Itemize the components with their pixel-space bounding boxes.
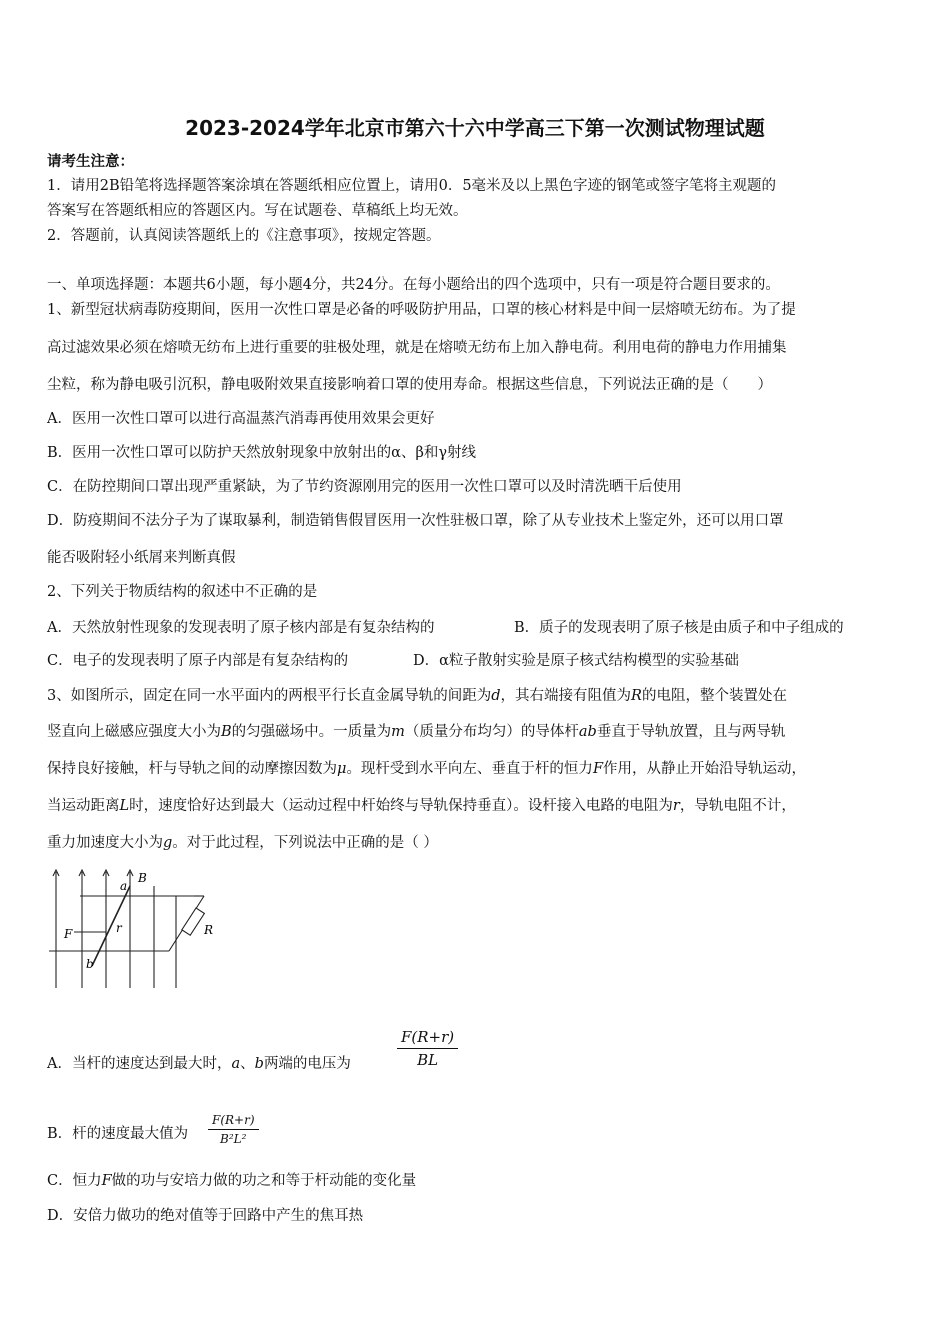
var-g: g	[163, 835, 173, 851]
var-R: R	[631, 688, 642, 704]
rod-ab	[92, 886, 130, 966]
q2-stem: 2、下列关于物质结构的叙述中不正确的是	[47, 584, 318, 600]
q3-option-a	[47, 1054, 917, 1074]
var-a: a	[231, 1056, 241, 1072]
var-m: m	[391, 724, 405, 740]
q2-option-b: B．质子的发现表明了原子核是由质子和中子组成的	[514, 620, 844, 636]
q1-option-a: A．医用一次性口罩可以进行高温蒸汽消毒再使用效果会更好	[47, 411, 435, 427]
q3-text: 保持良好接触，杆与导轨之间的动摩擦因数为	[47, 761, 337, 777]
q3-text: 重力加速度大小为	[47, 835, 163, 851]
q3-option-c-text2: 做的功与安培力做的功之和等于杆动能的变化量	[111, 1173, 417, 1189]
notice-item-2: 2．答题前，认真阅读答题纸上的《注意事项》，按规定答题。	[47, 228, 441, 244]
circuit-figure	[44, 866, 224, 996]
q3-text: （质量分布均匀）的导体杆	[404, 724, 579, 740]
q3-option-a-text: A．当杆的速度达到最大时，	[47, 1056, 232, 1072]
q3-option-b-text: B．杆的速度最大值为	[47, 1126, 189, 1142]
q3-option-b	[47, 1124, 917, 1144]
var-B: B	[221, 724, 232, 740]
notice-item-1b: 答案写在答题纸相应的答题区内。写在试题卷、草稿纸上均无效。	[47, 203, 468, 219]
q1-option-c: C．在防控期间口罩出现严重紧缺，为了节约资源刚用完的医用一次性口罩可以及时清洗晒干后使用	[47, 479, 682, 495]
q3-option-a-text2: 两端的电压为	[263, 1056, 351, 1072]
q1-stem-1: 1、新型冠状病毒防疫期间，医用一次性口罩是必备的呼吸防护用品，口罩的核心材料是中间一层熔喷无纺布。为了提	[47, 302, 796, 318]
q3-stem-5	[47, 833, 917, 853]
q3-stem-4	[47, 796, 917, 816]
var-ab: ab	[578, 724, 597, 740]
label-R: R	[204, 923, 214, 937]
label-B: B	[138, 871, 147, 885]
q2-option-a: A．天然放射性现象的发现表明了原子核内部是有复杂结构的	[47, 620, 435, 636]
q3-text: 当运动距离	[47, 798, 120, 814]
var-b: b	[254, 1056, 264, 1072]
q3-text: 垂直于导轨放置，且与两导轨	[596, 724, 786, 740]
var-F: F	[101, 1173, 112, 1189]
q3-stem-3	[47, 759, 917, 779]
q3-stem-2	[47, 722, 917, 742]
q3-text: 作用，从静止开始沿导轨运动，	[603, 761, 806, 777]
arrow-heads	[53, 870, 133, 876]
resistor	[182, 908, 205, 935]
q3-option-c-text: C．恒力	[47, 1173, 102, 1189]
var-F: F	[592, 761, 603, 777]
label-r: r	[116, 921, 122, 935]
q3-text: 竖直向上磁感应强度大小为	[47, 724, 221, 740]
fraction-b-numerator: F(R+r)	[208, 1113, 259, 1130]
q2-option-c: C．电子的发现表明了原子内部是有复杂结构的	[47, 653, 349, 669]
notice-heading: 请考生注意：	[47, 153, 134, 170]
separator: 、	[240, 1056, 255, 1072]
q1-option-d-2: 能否吸附轻小纸屑来判断真假	[47, 550, 236, 566]
fraction-a-numerator: F(R+r)	[397, 1028, 458, 1049]
var-d: d	[491, 688, 501, 704]
q3-stem-1	[47, 686, 917, 706]
q1-stem-2: 高过滤效果必须在熔喷无纺布上进行重要的驻极处理，就是在熔喷无纺布上加入静电荷。利用电荷的静电力作用捕集	[47, 340, 787, 356]
page-title: 2023-2024学年北京市第六十六中学高三下第一次测试物理试题	[185, 116, 765, 140]
label-a: a	[120, 879, 128, 893]
notice-item-1a: 1．请用2B铅笔将选择题答案涂填在答题纸相应位置上，请用0．5毫米及以上黑色字迹的钢笔或签字笔将主观题的	[47, 178, 777, 194]
q3-option-d: D．安倍力做功的绝对值等于回路中产生的焦耳热	[47, 1208, 364, 1224]
var-mu: μ	[337, 761, 347, 777]
fraction-b	[208, 1113, 259, 1146]
q3-text: ，导轨电阻不计，	[679, 798, 796, 814]
fraction-b-denominator: B²L²	[220, 1132, 247, 1146]
label-b: b	[86, 957, 94, 971]
q3-text: 时，速度恰好达到最大（运动过程中杆始终与导轨保持垂直）。设杆接入电路的电阻为	[129, 798, 673, 814]
q1-option-b: B．医用一次性口罩可以防护天然放射现象中放射出的α、β和γ射线	[47, 445, 476, 461]
q3-text: 。对于此过程，下列说法中正确的是（ ）	[172, 835, 438, 851]
q3-text: 的电阻，整个装置处在	[641, 688, 787, 704]
q3-text: 3、如图所示，固定在同一水平面内的两根平行长直金属导轨的间距为	[47, 688, 492, 704]
var-L: L	[119, 798, 130, 814]
q2-option-d: D．α粒子散射实验是原子核式结构模型的实验基础	[413, 653, 739, 669]
q1-option-d-1: D．防疫期间不法分子为了谋取暴利，制造销售假冒医用一次性驻极口罩，除了从专业技术上鉴定外，还可以用口罩	[47, 513, 784, 529]
label-F: F	[64, 927, 73, 941]
q3-text: 。现杆受到水平向左、垂直于杆的恒力	[346, 761, 593, 777]
fraction-a	[397, 1028, 458, 1069]
section-heading: 一、单项选择题：本题共6小题，每小题4分，共24分。在每小题给出的四个选项中，只有一项是符合题目要求的。	[47, 277, 780, 293]
q3-option-c	[47, 1171, 917, 1191]
q1-stem-3: 尘粒，称为静电吸引沉积，静电吸附效果直接影响着口罩的使用寿命。根据这些信息，下列说法正确的是（ ）	[47, 377, 772, 393]
q3-text: ，其右端接有阻值为	[500, 688, 632, 704]
var-r: r	[672, 798, 680, 814]
fraction-a-denominator: BL	[417, 1051, 439, 1069]
q3-text: 的匀强磁场中。一质量为	[231, 724, 392, 740]
